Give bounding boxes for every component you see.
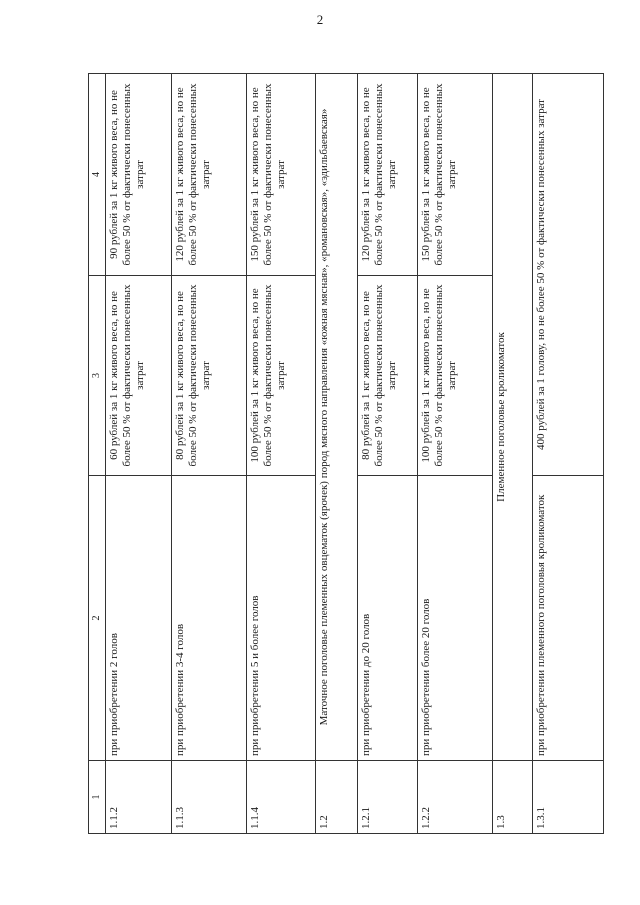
table-row <box>418 74 493 834</box>
section-row <box>493 74 533 834</box>
header-col-1: 1 <box>89 761 106 834</box>
row-number: 1.2.2 <box>418 761 493 834</box>
subsidy-rates-table <box>88 73 604 834</box>
section-title: Племенное поголовье кроликоматок <box>493 74 533 761</box>
rate-cell-col3: 100 рублей за 1 кг живого веса, но не более 50 % от фактически понесенных затрат <box>418 276 493 476</box>
header-col-3: 3 <box>89 276 106 476</box>
row-name: при приобретении племенного поголовья кроликоматок <box>533 476 604 761</box>
row-number: 1.3.1 <box>533 761 604 834</box>
table-row <box>172 74 247 834</box>
rate-cell-col4: 90 рублей за 1 кг живого веса, но не более 50 % от фактически понесенных затрат <box>106 74 172 276</box>
rate-cell-col4: 120 рублей за 1 кг живого веса, но не более 50 % от фактически понесенных затрат <box>358 74 418 276</box>
rate-cell-col4: 150 рублей за 1 кг живого веса, но не более 50 % от фактически понесенных затрат <box>418 74 493 276</box>
rate-cell-col3: 100 рублей за 1 кг живого веса, но не более 50 % от фактически понесенных затрат <box>247 276 316 476</box>
section-row <box>316 74 358 834</box>
table-row <box>533 74 604 834</box>
page-number: 2 <box>316 12 324 27</box>
rate-cell-col4: 120 рублей за 1 кг живого веса, но не более 50 % от фактически понесенных затрат <box>172 74 247 276</box>
header-col-2: 2 <box>89 476 106 761</box>
row-name: при приобретении 3-4 голов <box>172 476 247 761</box>
row-number: 1.1.2 <box>106 761 172 834</box>
rate-cell-col3: 60 рублей за 1 кг живого веса, но не более 50 % от фактически понесенных затрат <box>106 276 172 476</box>
table-row <box>247 74 316 834</box>
row-number: 1.1.4 <box>247 761 316 834</box>
row-name: при приобретении 5 и более голов <box>247 476 316 761</box>
rate-cell-col4: 150 рублей за 1 кг живого веса, но не более 50 % от фактически понесенных затрат <box>247 74 316 276</box>
rotated-table-container <box>88 74 604 834</box>
row-number: 1.2.1 <box>358 761 418 834</box>
rate-cell-col3: 80 рублей за 1 кг живого веса, но не более 50 % от фактически понесенных затрат <box>358 276 418 476</box>
rate-cell-col3: 80 рублей за 1 кг живого веса, но не более 50 % от фактически понесенных затрат <box>172 276 247 476</box>
row-name: при приобретении до 20 голов <box>358 476 418 761</box>
row-number: 1.1.3 <box>172 761 247 834</box>
header-col-4: 4 <box>89 74 106 276</box>
section-number: 1.3 <box>493 761 533 834</box>
table-header-row <box>89 74 106 834</box>
section-number: 1.2 <box>316 761 358 834</box>
table-row <box>106 74 172 834</box>
section-title: Маточное поголовье племенных овцематок (ярочек) пород мясного направления «южная мясная», «романовская», «эдильбаевская» <box>316 74 358 761</box>
table-row <box>358 74 418 834</box>
row-name: при приобретении 2 голов <box>106 476 172 761</box>
row-name: при приобретении более 20 голов <box>418 476 493 761</box>
rate-cell-merged: 400 рублей за 1 голову, но не более 50 % от фактически понесенных затрат <box>533 74 604 476</box>
